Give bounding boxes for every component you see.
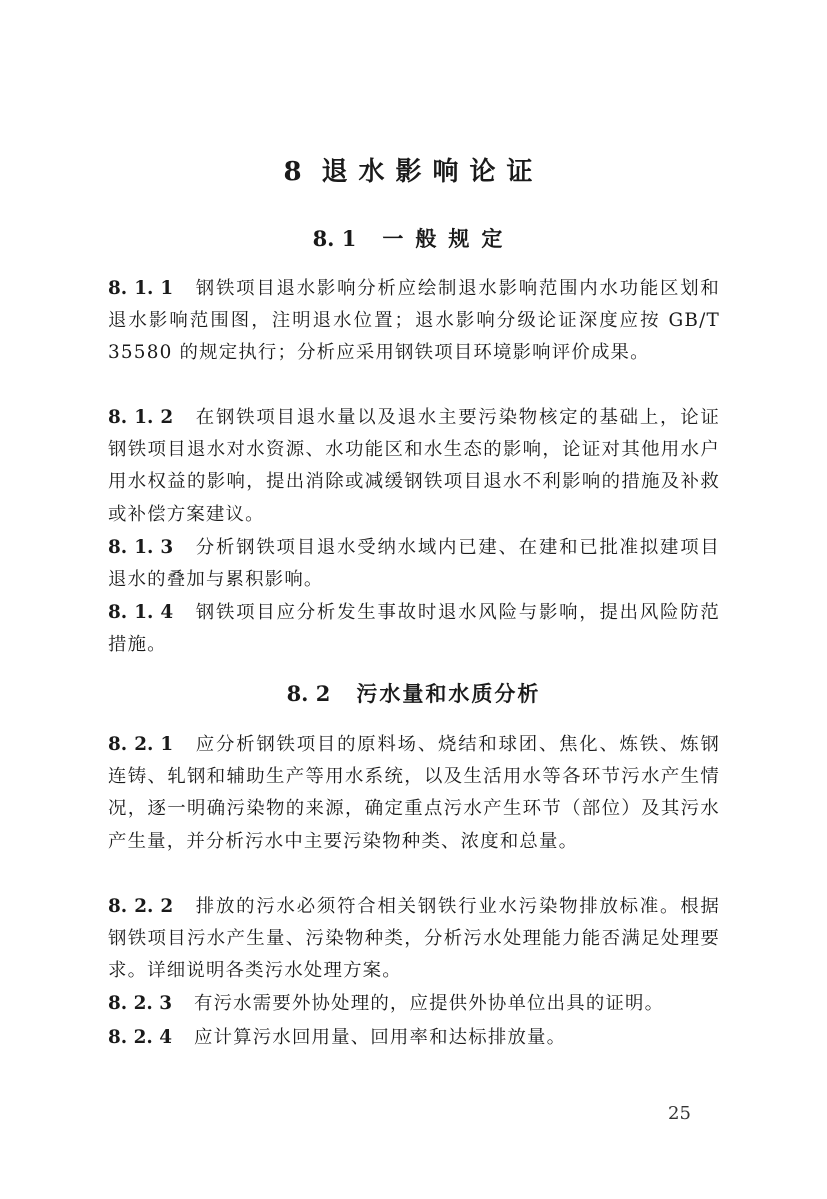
chapter-title-text: 退水影响论证 — [321, 157, 544, 187]
section-title-text: 一般规定 — [382, 227, 515, 251]
clause — [108, 988, 720, 1020]
clause-text: 有污水需要外协处理的，应提供外协单位出具的证明。 — [194, 993, 665, 1014]
clause-number: 8. 1. 1 — [108, 278, 174, 299]
clause-text: 分析钢铁项目退水受纳水域内已建、在建和已批准拟建项目退水的叠加与累积影响。 — [108, 537, 721, 591]
section-title-text: 污水量和水质分析 — [356, 682, 541, 706]
clause-text: 钢铁项目退水影响分析应绘制退水影响范围内水功能区划和退水影响范围图，注明退水位置；退水影响分级论证深度应按 GB/T 35580 的规定执行；分析应采用钢铁项目环境影响评价成果。 — [108, 278, 721, 364]
section-number: 8. 2 — [286, 681, 331, 706]
clause-number: 8. 2. 2 — [108, 896, 174, 917]
clause — [108, 402, 720, 531]
clause-number: 8. 1. 2 — [108, 407, 174, 428]
clause-number: 8. 2. 3 — [108, 993, 172, 1014]
clause-text: 钢铁项目应分析发生事故时退水风险与影响，提出风险防范措施。 — [108, 602, 721, 656]
clause-number: 8. 2. 1 — [108, 734, 174, 755]
clause-text: 应分析钢铁项目的原料场、烧结和球团、焦化、炼铁、炼钢连铸、轧钢和辅助生产等用水系统，以及生活用水等各环节污水产生情况，逐一明确污染物的来源，确定重点污水产生环节（部位）及其污水产生量，并分析污水中主要污染物种类、浓度和总量。 — [108, 734, 721, 852]
clause — [108, 273, 720, 370]
clause — [108, 729, 720, 858]
clause — [108, 891, 720, 988]
clause-text: 排放的污水必须符合相关钢铁行业水污染物排放标准。根据钢铁项目污水产生量、污染物种类，分析污水处理能力能否满足处理要求。详细说明各类污水处理方案。 — [108, 896, 721, 982]
clause — [108, 1022, 720, 1054]
clause-number: 8. 1. 4 — [108, 602, 174, 623]
chapter-title — [0, 152, 827, 192]
clause-number: 8. 1. 3 — [108, 537, 174, 558]
section-number: 8. 1 — [312, 226, 357, 251]
clause — [108, 532, 720, 596]
section-title — [0, 678, 827, 710]
clause — [108, 597, 720, 661]
clause-text: 在钢铁项目退水量以及退水主要污染物核定的基础上，论证钢铁项目退水对水资源、水功能区和水生态的影响，论证对其他用水户用水权益的影响，提出消除或减缓钢铁项目退水不利影响的措施及补救或补偿方案建议。 — [108, 407, 721, 525]
section-title — [0, 223, 827, 255]
page-number: 25 — [668, 1103, 691, 1124]
clause-text: 应计算污水回用量、回用率和达标排放量。 — [194, 1027, 567, 1048]
clause-number: 8. 2. 4 — [108, 1027, 172, 1048]
chapter-number: 8 — [283, 157, 302, 187]
